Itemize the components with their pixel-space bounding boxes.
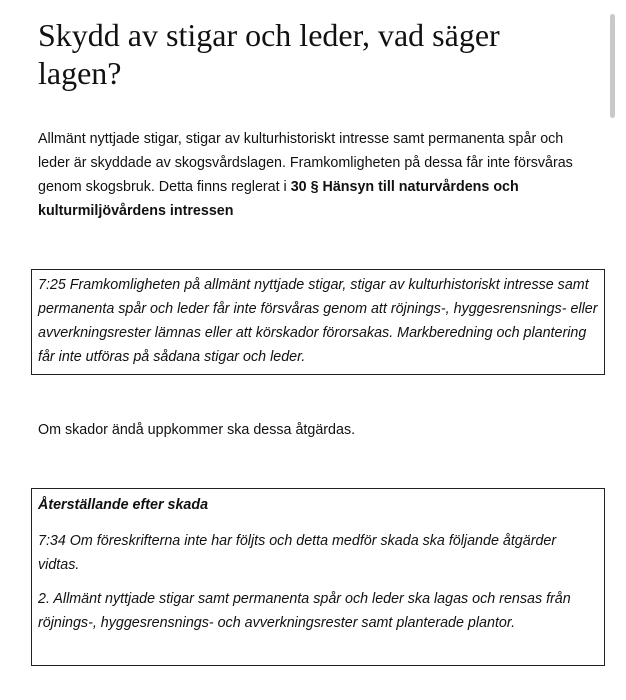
law-quote-text: 7:25 Framkomligheten på allmänt nyttjade stigar, stigar av kulturhistoriskt intresse samt permanenta spår och leder får inte försvåras genom att röjnings-, hyggesrensnings- eller avverkningsrester lämnas eller att körskador förorsakas. Markberedning och plantering får inte utföras på sådana stigar och leder. (38, 277, 598, 365)
intro-bold-reference: 30 § Hänsyn till naturvårdens och kulturmiljövårdens intressen (38, 179, 519, 219)
law-quote-box-7-25 (31, 269, 605, 375)
intro-text: Allmänt nyttjade stigar, stigar av kulturhistoriskt intresse samt permanenta spår och leder är skyddade av skogsvårdslagen. Framkomligheten på dessa får inte försvåras genom skogsbruk. Detta finns reglerat i (38, 131, 573, 195)
page-title: Skydd av stigar och leder, vad säger lagen? (38, 17, 500, 91)
law-quote-box-7-34 (31, 488, 605, 666)
intro-paragraph (38, 127, 598, 223)
quote-paragraph-1: 7:34 Om föreskrifterna inte har följts och detta medför skada ska följande åtgärder vidtas. (38, 533, 557, 573)
quote-paragraph-2: 2. Allmänt nyttjade stigar samt permanenta spår och leder ska lagas och rensas från röjnings-, hyggesrensnings- och avverkningsrester samt planterade plantor. (38, 591, 571, 631)
middle-paragraph: Om skador ändå uppkommer ska dessa åtgärdas. (38, 422, 356, 438)
quote-heading: Återställande efter skada (38, 497, 209, 513)
vertical-scrollbar[interactable] (610, 14, 615, 118)
